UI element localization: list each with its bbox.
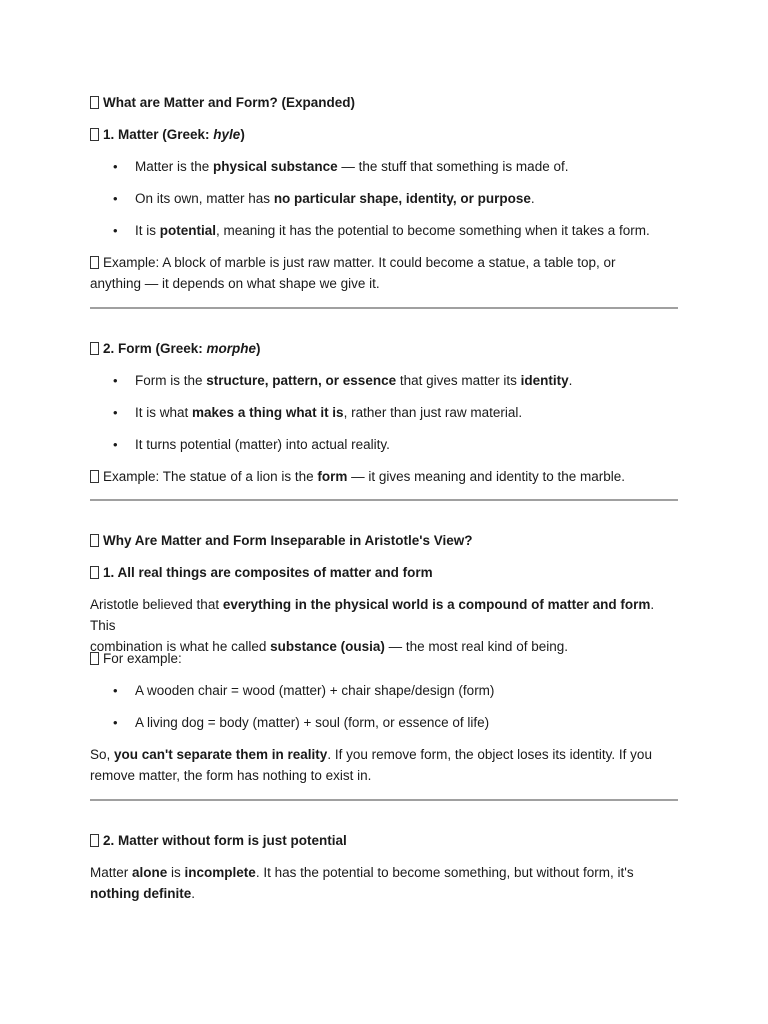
list-item: • It is what makes a thing what it is, rather than just raw material. bbox=[90, 402, 680, 423]
matter-example: Example: A block of marble is just raw matter. It could become a statue, a table top, or anything — it depends on what shape we give it. bbox=[90, 255, 616, 291]
divider bbox=[90, 799, 678, 801]
missing-glyph-icon bbox=[90, 342, 99, 355]
form-example: Example: The statue of a lion is the form — it gives meaning and identity to the marble. bbox=[90, 466, 680, 487]
form-heading: 2. Form (Greek: morphe) bbox=[90, 338, 680, 359]
for-example-label: For example: bbox=[90, 648, 680, 669]
list-item: • Form is the structure, pattern, or essence that gives matter its identity. bbox=[90, 370, 680, 391]
missing-glyph-icon bbox=[90, 652, 99, 665]
missing-glyph-icon bbox=[90, 566, 99, 579]
why-heading: Why Are Matter and Form Inseparable in Aristotle's View? bbox=[90, 530, 680, 551]
matter-bullets bbox=[90, 156, 680, 241]
potential-paragraph: Matter alone is incomplete. It has the potential to become something, but without form, it's nothing definite. bbox=[90, 865, 634, 901]
missing-glyph-icon bbox=[90, 128, 99, 141]
missing-glyph-icon bbox=[90, 834, 99, 847]
missing-glyph-icon bbox=[90, 470, 99, 483]
why-paragraph-1: Aristotle believed that everything in the physical world is a compound of matter and form. This combination is what he called substance (ousia) — the most real kind of being. bbox=[90, 597, 655, 654]
missing-glyph-icon bbox=[90, 96, 99, 109]
missing-glyph-icon bbox=[90, 256, 99, 269]
potential-heading: 2. Matter without form is just potential bbox=[90, 830, 680, 851]
divider bbox=[90, 499, 678, 501]
list-item: • A wooden chair = wood (matter) + chair shape/design (form) bbox=[90, 680, 680, 701]
list-item: • It is potential, meaning it has the potential to become something when it takes a form. bbox=[90, 220, 680, 241]
missing-glyph-icon bbox=[90, 534, 99, 547]
list-item: • Matter is the physical substance — the stuff that something is made of. bbox=[90, 156, 680, 177]
example-bullets bbox=[90, 680, 680, 733]
main-title: What are Matter and Form? (Expanded) bbox=[90, 92, 680, 113]
list-item: • A living dog = body (matter) + soul (form, or essence of life) bbox=[90, 712, 680, 733]
why-paragraph-2: So, you can't separate them in reality. If you remove form, the object loses its identity. If you remove matter, the form has nothing to exist in. bbox=[90, 747, 652, 783]
list-item: • It turns potential (matter) into actual reality. bbox=[90, 434, 680, 455]
why-subheading: 1. All real things are composites of matter and form bbox=[90, 562, 680, 583]
divider bbox=[90, 307, 678, 309]
matter-heading: 1. Matter (Greek: hyle) bbox=[90, 124, 680, 145]
list-item: • On its own, matter has no particular shape, identity, or purpose. bbox=[90, 188, 680, 209]
form-bullets bbox=[90, 370, 680, 455]
